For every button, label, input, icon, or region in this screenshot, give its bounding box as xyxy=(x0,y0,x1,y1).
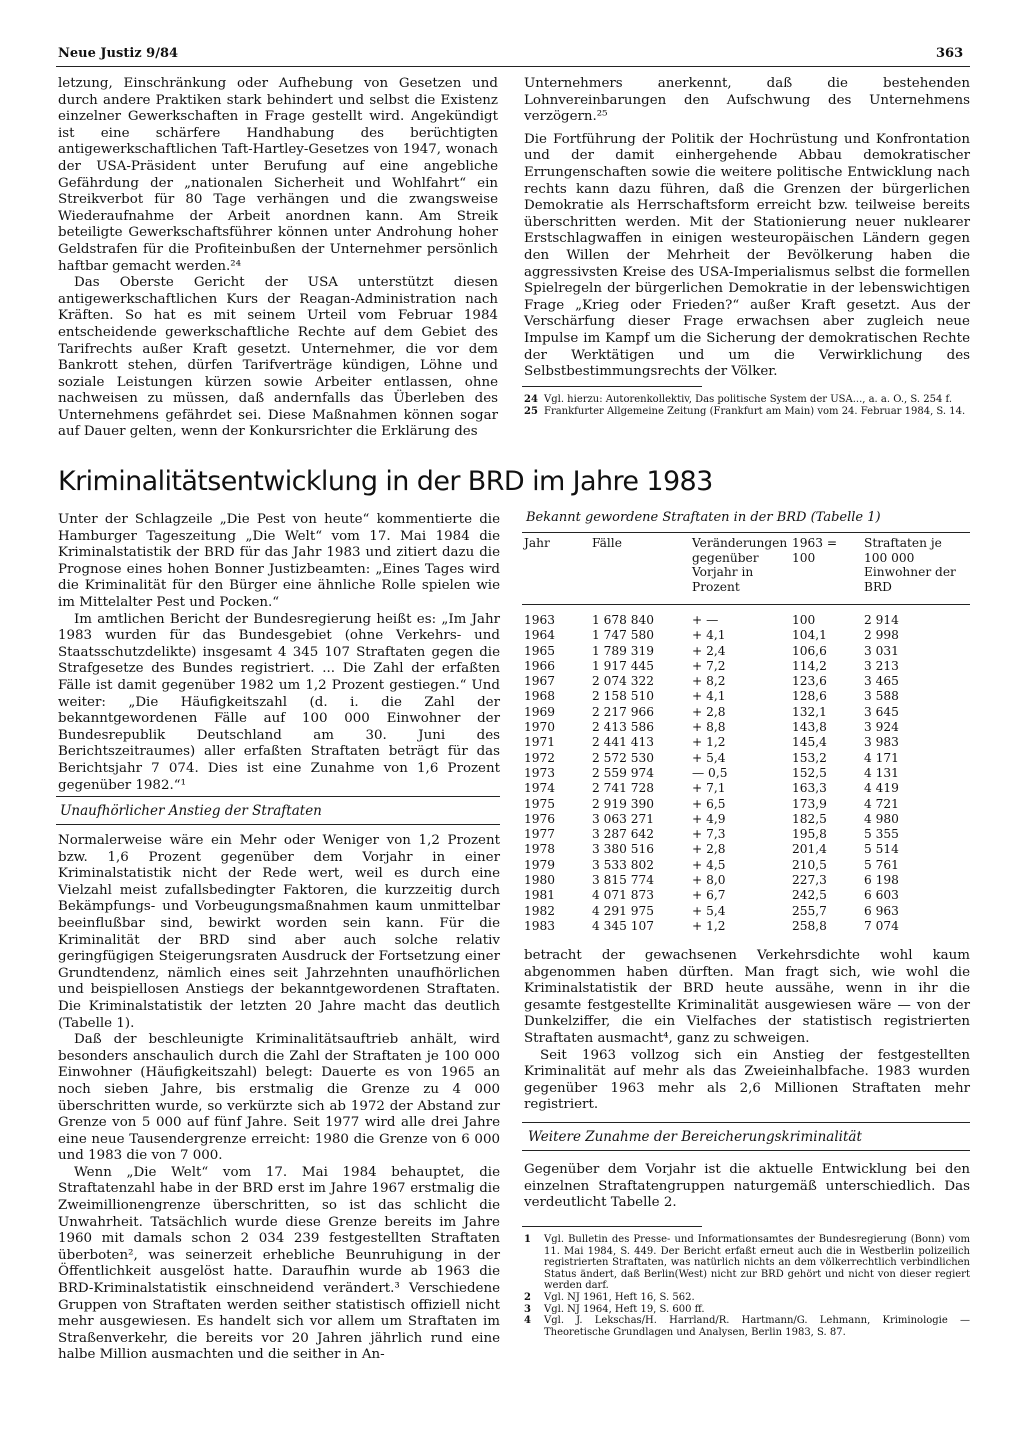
table-top-rule xyxy=(522,532,970,533)
table-cell: 2 441 413 xyxy=(592,735,655,750)
right-body-column xyxy=(524,948,970,1114)
table-cell: + 7,3 xyxy=(692,827,726,842)
paragraph: Unter der Schlagzeile „Die Pest von heute“ kommentierte die Hamburger Tageszeitung „Die Welt“ vom 17. Mai 1984 die Kriminalstatistik der BRD für das Jahr 1983 und zitiert dazu die Prognose eines hohen Bonner Justizbeamten: „Eines Tages wird die Kriminalität für den Bürger eine ähnliche Rolle spielen wie im Mittelalter Pest und Pocken.“ xyxy=(58,512,500,610)
table-cell: + 8,8 xyxy=(692,720,726,735)
table-cell: 173,9 xyxy=(792,796,827,811)
table-cell: 132,1 xyxy=(792,704,827,719)
table-cell: 1982 xyxy=(524,903,556,918)
table-row xyxy=(522,705,970,720)
table-cell: + 8,0 xyxy=(692,873,726,888)
table-cell: 3 588 xyxy=(864,689,899,704)
footnote: 1 Vgl. Bulletin des Presse- und Informationsamtes der Bundesregierung (Bonn) vom 11. Mai 1984, S. 449. Der Bericht erfaßt erneut auch die in Westberlin polizeilich registrierten Straftaten, was natürlich nichts an dem völkerrechtlich verbindlichen Status ändert, daß Berlin(West) nicht zur BRD gehört und nicht von dieser regiert werden darf. xyxy=(524,1234,970,1292)
table-row xyxy=(522,797,970,812)
top-right-column xyxy=(524,76,970,381)
table-cell: 4 071 873 xyxy=(592,888,655,903)
table-cell: 3 465 xyxy=(864,674,899,689)
paragraph: Seit 1963 vollzog sich ein Anstieg der festgestellten Kriminalität auf mehr als das Zweieinhalbfache. 1983 wurden gegenüber 1963 mehr als 2,6 Millionen Straftaten mehr registriert. xyxy=(524,1047,970,1113)
table-cell: 3 031 xyxy=(864,643,899,658)
table-cell: 153,2 xyxy=(792,750,827,765)
table-row xyxy=(522,919,970,934)
table-row xyxy=(522,766,970,781)
table-cell: 182,5 xyxy=(792,811,827,826)
paragraph: Im amtlichen Bericht der Bundesregierung heißt es: „Im Jahr 1983 wurden für das Bundesgebiet (ohne Verkehrs- und Staatsschutzdelikte) insgesamt 4 345 107 Straftaten gegen die Strafgesetze des Bundes registriert. ... Die Zahl der erfaßten Fälle ist damit gegenüber 1982 um 1,2 Prozent gestiegen.“ Und weiter: „Die Häufigkeitszahl (d. i. die Zahl der bekanntgewordenen Fälle auf 100 000 Einwohner der Bundesrepublik Deutschland am 30. Juni des Berichtszeitraumes) aller erfaßten Straftaten beträgt für das Berichtsjahr 7 074. Dies ist eine Zunahme von 1,6 Prozent gegenüber 1982.“¹ xyxy=(58,611,500,793)
table-cell: 3 815 774 xyxy=(592,873,655,888)
table-cell: 4 419 xyxy=(864,781,899,796)
table-row xyxy=(522,858,970,873)
table-cell: 1978 xyxy=(524,842,556,857)
table-cell: + — xyxy=(692,613,719,627)
section-heading: Weitere Zunahme der Bereicherungskriminalität xyxy=(528,1129,862,1145)
table-cell: 1968 xyxy=(524,689,556,704)
table-cell: 3 983 xyxy=(864,735,899,750)
table-cell: — 0,5 xyxy=(692,765,728,780)
table-cell: 106,6 xyxy=(792,643,827,658)
table-cell: 1973 xyxy=(524,765,556,780)
table-cell: 1981 xyxy=(524,888,556,903)
table-cell: 143,8 xyxy=(792,720,827,735)
table-row xyxy=(522,674,970,689)
table-cell: + 8,2 xyxy=(692,674,726,689)
table-cell: 3 645 xyxy=(864,704,899,719)
table-cell: + 4,9 xyxy=(692,811,726,826)
footnote: 2 Vgl. NJ 1961, Heft 16, S. 562. xyxy=(524,1291,695,1303)
table-cell: 255,7 xyxy=(792,903,827,918)
table-cell: 152,5 xyxy=(792,765,827,780)
paragraph: Das Oberste Gericht der USA unterstützt diesen antigewerkschaftlichen Kurs der Reagan-Administration nach Kräften. So hat es mit seinem Urteil vom Februar 1984 entscheidende gewerkschaftliche Rechte auf dem Gebiet des Tarifrechts außer Kraft gesetzt. Unternehmer, die vor dem Bankrott stehen, dürfen Tarifverträge kündigen, Löhne und soziale Leistungen kürzen sowie Arbeiter entlassen, ohne nachweisen zu müssen, daß andernfalls das Überleben des Unternehmens gefährdet sei. Diese Maßnahmen können sogar auf Dauer gelten, wenn der Konkursrichter die Erklärung des xyxy=(58,275,498,440)
journal-header: Neue Justiz 9/84 xyxy=(58,46,179,61)
top-footnotes xyxy=(524,394,970,417)
table-row xyxy=(522,628,970,643)
table-cell: 100 xyxy=(792,613,816,627)
table-cell: + 2,8 xyxy=(692,704,726,719)
table-cell: 2 217 966 xyxy=(592,704,655,719)
table-cell: 2 741 728 xyxy=(592,781,655,796)
table-cell: 1965 xyxy=(524,643,556,658)
table-cell: 2 919 390 xyxy=(592,796,655,811)
table-cell: 4 980 xyxy=(864,811,899,826)
table-cell: 1 747 580 xyxy=(592,628,655,643)
table-cell: + 5,4 xyxy=(692,903,726,918)
footnote: 3 Vgl. NJ 1964, Heft 19, S. 600 ff. xyxy=(524,1303,705,1315)
table-row xyxy=(522,689,970,704)
table-row xyxy=(522,659,970,674)
top-left-column xyxy=(58,76,498,441)
table-cell: 3 213 xyxy=(864,658,899,673)
paragraph: Die Fortführung der Politik der Hochrüstung und Konfrontation und der damit einhergehende Abbau demokratischer Errungenschaften sowie die weitere politische Entwicklung nach rechts kann dazu führen, daß die Grenzen der bürgerlichen Demokratie als Herrschaftsform erreicht bzw. teilweise bereits überschritten werden. Mit der Stationierung neuer nuklearer Erstschlagwaffen in einigen westeuropäischen Ländern gegen den Willen der Mehrheit der Bevölkerung haben die aggressivsten Kreise des USA-Imperialismus selbst die formellen Spielregeln der bürgerlichen Demokratie in der lebenswichtigen Frage „Krieg oder Frieden?“ außer Kraft gesetzt. Aus der Verschärfung dieser Frage erwachsen aber zugleich neue Impulse im Kampf um die Sicherung der demokratischen Rechte der Werktätigen und um die Verwirklichung des Selbstbestimmungsrechts der Völker. xyxy=(524,131,970,380)
table-row xyxy=(522,735,970,750)
table-cell: 1974 xyxy=(524,781,556,796)
table-cell: 1 678 840 xyxy=(592,613,655,627)
table-cell: 3 063 271 xyxy=(592,811,655,826)
table-cell: 1983 xyxy=(524,918,556,933)
table-cell: 227,3 xyxy=(792,873,827,888)
paragraph: Normalerweise wäre ein Mehr oder Weniger von 1,2 Prozent bzw. 1,6 Prozent gegenüber dem Vorjahr in einer Kriminalstatistik nicht der Rede wert, weil es durch eine Vielzahl meist zufallsbedingter Faktoren, die kurzzeitig durch Bekämpfungs- und Vorbeugungsmaßnahmen kaum unmittelbar beeinflußbar sind, bewirkt worden sein kann. Für die Kriminalität der BRD sind aber auch solche relativ geringfügigen Steigerungsraten Ausdruck der Fortsetzung einer Grundtendenz, nämlich eines seit Jahrzehnten unaufhörlichen und beispiellosen Anstiegs der bekanntgewordenen Straftaten. Die Kriminalstatistik der letzten 20 Jahre macht das deutlich (Tabelle 1). xyxy=(58,833,500,1031)
table-cell: 128,6 xyxy=(792,689,827,704)
table-row xyxy=(522,720,970,735)
table-cell: 1 917 445 xyxy=(592,658,655,673)
table-row xyxy=(522,904,970,919)
table-cell: 2 074 322 xyxy=(592,674,655,689)
table-cell: 1966 xyxy=(524,658,556,673)
table-cell: 3 380 516 xyxy=(592,842,655,857)
column-header: Jahr xyxy=(524,536,550,550)
table-cell: 6 198 xyxy=(864,873,899,888)
table-cell: + 2,8 xyxy=(692,842,726,857)
table-cell: + 6,7 xyxy=(692,888,726,903)
table-cell: 7 074 xyxy=(864,918,899,933)
table-cell: 5 761 xyxy=(864,857,899,872)
table-cell: 195,8 xyxy=(792,827,827,842)
table-cell: 2 998 xyxy=(864,628,899,643)
table-cell: 4 171 xyxy=(864,750,899,765)
table-cell: 4 345 107 xyxy=(592,918,655,933)
table-cell: 5 514 xyxy=(864,842,899,857)
table-cell: 1976 xyxy=(524,811,556,826)
footnote: 4 Vgl. J. Lekschas/H. Harrland/R. Hartmann/G. Lehmann, Kriminologie — Theoretische Grundlagen und Analysen, Berlin 1983, S. 87. xyxy=(524,1315,970,1338)
table-cell: 1979 xyxy=(524,857,556,872)
table-cell: 1967 xyxy=(524,674,556,689)
header-rule xyxy=(56,66,970,67)
section-rule xyxy=(522,1150,970,1151)
table-cell: 6 603 xyxy=(864,888,899,903)
paragraph: Daß der beschleunigte Kriminalitätsauftrieb anhält, wird besonders anschaulich durch die Zahl der Straftaten je 100 000 Einwohner (Häufigkeitszahl) belegt: Dauerte es von 1965 an noch sieben Jahre, bis erstmalig die Grenze zu 4 000 überschritten wurde, so verkürzte sich ab 1972 der Abstand zur Grenze von 5 000 auf fünf Jahre. Seit 1977 wird alle drei Jahre eine neue Tausendergrenze erreicht: 1980 die Grenze von 6 000 und 1983 die von 7 000. xyxy=(58,1032,500,1164)
table-cell: 1980 xyxy=(524,873,556,888)
table-cell: + 7,2 xyxy=(692,658,726,673)
table-row xyxy=(522,842,970,857)
table-cell: 2 572 530 xyxy=(592,750,655,765)
section-rule xyxy=(56,824,500,825)
table-cell: 1971 xyxy=(524,735,556,750)
table-caption: Bekannt gewordene Straftaten in der BRD (Tabelle 1) xyxy=(526,510,881,525)
table-cell: + 5,4 xyxy=(692,750,726,765)
table-cell: + 6,5 xyxy=(692,796,726,811)
column-header: Fälle xyxy=(592,536,622,550)
table-row xyxy=(522,605,970,629)
table-cell: + 7,1 xyxy=(692,781,726,796)
table-row xyxy=(522,812,970,827)
footnote: 24 Vgl. hierzu: Autorenkollektiv, Das politische System der USA..., a. a. O., S. 254 f. xyxy=(524,394,953,405)
right-body-column-2 xyxy=(524,1162,970,1212)
footnote: 25 Frankfurter Allgemeine Zeitung (Frankfurt am Main) vom 24. Februar 1984, S. 14. xyxy=(524,405,966,417)
table-cell: 1964 xyxy=(524,628,556,643)
table-cell: 2 559 974 xyxy=(592,765,655,780)
paragraph: Unternehmers anerkennt, daß die bestehenden Lohnvereinbarungen den Aufschwung des Unternehmens verzögern.²⁵ xyxy=(524,76,970,125)
paragraph: letzung, Einschränkung oder Aufhebung von Gesetzen und durch andere Praktiken stark behindert und selbst die Existenz einzelner Gewerkschaften in Frage gestellt wird. Angekündigt ist eine schärfere Handhabung des berüchtigten antigewerkschaftlichen Taft-Hartley-Gesetzes von 1947, wonach der USA-Präsident unter Berufung auf eine angebliche Gefährdung der „nationalen Sicherheit und Wohlfahrt“ ein Streikverbot für 80 Tage verhängen und die zwangsweise Wiederaufnahme der Arbeit anordnen kann. Am Streik beteiligte Gewerkschaftsführer können unter Androhung hoher Geldstrafen für die Profiteinbußen der Unternehmer persönlich haftbar gemacht werden.²⁴ xyxy=(58,76,498,274)
table-cell: 4 291 975 xyxy=(592,903,655,918)
table-cell: 1963 xyxy=(524,613,556,627)
table-cell: 3 533 802 xyxy=(592,857,655,872)
table-cell: 258,8 xyxy=(792,918,827,933)
column-header: 1963 = 100 xyxy=(792,536,838,565)
table-cell: 1972 xyxy=(524,750,556,765)
table-row xyxy=(522,781,970,796)
table-cell: + 4,1 xyxy=(692,628,726,643)
table-cell: 210,5 xyxy=(792,857,827,872)
table-cell: 2 158 510 xyxy=(592,689,655,704)
table-cell: 3 287 642 xyxy=(592,827,655,842)
table-cell: + 4,1 xyxy=(692,689,726,704)
table-cell: 1969 xyxy=(524,704,556,719)
table-cell: 3 924 xyxy=(864,720,899,735)
paragraph: Gegenüber dem Vorjahr ist die aktuelle Entwicklung bei den einzelnen Straftatengruppen naturgemäß unterschiedlich. Das verdeutlicht Tabelle 2. xyxy=(524,1162,970,1211)
bottom-footnotes xyxy=(524,1234,970,1338)
left-intro-column xyxy=(58,512,500,794)
footnote-rule xyxy=(522,1226,702,1227)
table-row xyxy=(522,888,970,903)
table-cell: 2 413 586 xyxy=(592,720,655,735)
section-rule xyxy=(522,1122,970,1123)
table-header-row xyxy=(522,536,970,605)
crime-statistics-table xyxy=(522,536,970,934)
section-rule xyxy=(56,796,500,797)
table-row xyxy=(522,827,970,842)
table-row xyxy=(522,873,970,888)
table-cell: + 2,4 xyxy=(692,643,726,658)
page-number: 363 xyxy=(936,46,964,61)
column-header: Veränderungen gegenüber Vorjahr in Prozent xyxy=(692,536,788,594)
table-cell: 6 963 xyxy=(864,903,899,918)
table-row xyxy=(522,644,970,659)
table-cell: + 1,2 xyxy=(692,735,726,750)
left-body-column xyxy=(58,833,500,1364)
table-cell: 104,1 xyxy=(792,628,827,643)
table-cell: 1970 xyxy=(524,720,556,735)
table-cell: 145,4 xyxy=(792,735,827,750)
paragraph: betracht der gewachsenen Verkehrsdichte wohl kaum abgenommen haben dürften. Man fragt sich, wie wohl die Kriminalstatistik der BRD heute aussähe, wenn in ihr die gesamte festgestellte Kriminalität ausgewiesen wäre — von der Dunkelziffer, die ein Vielfaches der statistisch registrierten Straftaten ausmacht⁴, ganz zu schweigen. xyxy=(524,948,970,1046)
table-cell: + 4,5 xyxy=(692,857,726,872)
table-cell: 4 131 xyxy=(864,765,899,780)
table-cell: 201,4 xyxy=(792,842,827,857)
table-cell: + 1,2 xyxy=(692,918,726,933)
section-heading: Unaufhörlicher Anstieg der Straftaten xyxy=(60,803,322,819)
table-cell: 123,6 xyxy=(792,674,827,689)
table-cell: 114,2 xyxy=(792,658,827,673)
table-cell: 242,5 xyxy=(792,888,827,903)
footnote-rule xyxy=(522,386,702,387)
table-cell: 1 789 319 xyxy=(592,643,655,658)
paragraph: Wenn „Die Welt“ vom 17. Mai 1984 behauptet, die Straftatenzahl habe in der BRD erst im Jahre 1967 erstmalig die Zweimillionengrenze überschritten, so ist das schlicht die Unwahrheit. Tatsächlich wurde diese Grenze bereits im Jahre 1960 mit damals schon 2 034 239 festgestellten Straftaten überboten², was seinerzeit erhebliche Beunruhigung in der Öffentlichkeit ausgelöst hatte. Daraufhin wurde ab 1963 die BRD-Kriminalstatistik einschneidend verändert.³ Verschiedene Gruppen von Straftaten werden seither statistisch offiziell nicht mehr ausgewiesen. Es handelt sich vor allem um Straftaten im Straßenverkehr, die bereits vor 20 Jahren jährlich rund eine halbe Million ausmachten und die seither in An- xyxy=(58,1164,500,1363)
table-cell: 1975 xyxy=(524,796,556,811)
table-row xyxy=(522,751,970,766)
table-cell: 163,3 xyxy=(792,781,827,796)
table-cell: 1977 xyxy=(524,827,556,842)
table-cell: 2 914 xyxy=(864,613,899,627)
column-header: Straftaten je 100 000 Einwohner der BRD xyxy=(864,536,956,594)
table-cell: 5 355 xyxy=(864,827,899,842)
table-cell: 4 721 xyxy=(864,796,899,811)
article-title: Kriminalitätsentwicklung in der BRD im Jahre 1983 xyxy=(58,466,713,497)
